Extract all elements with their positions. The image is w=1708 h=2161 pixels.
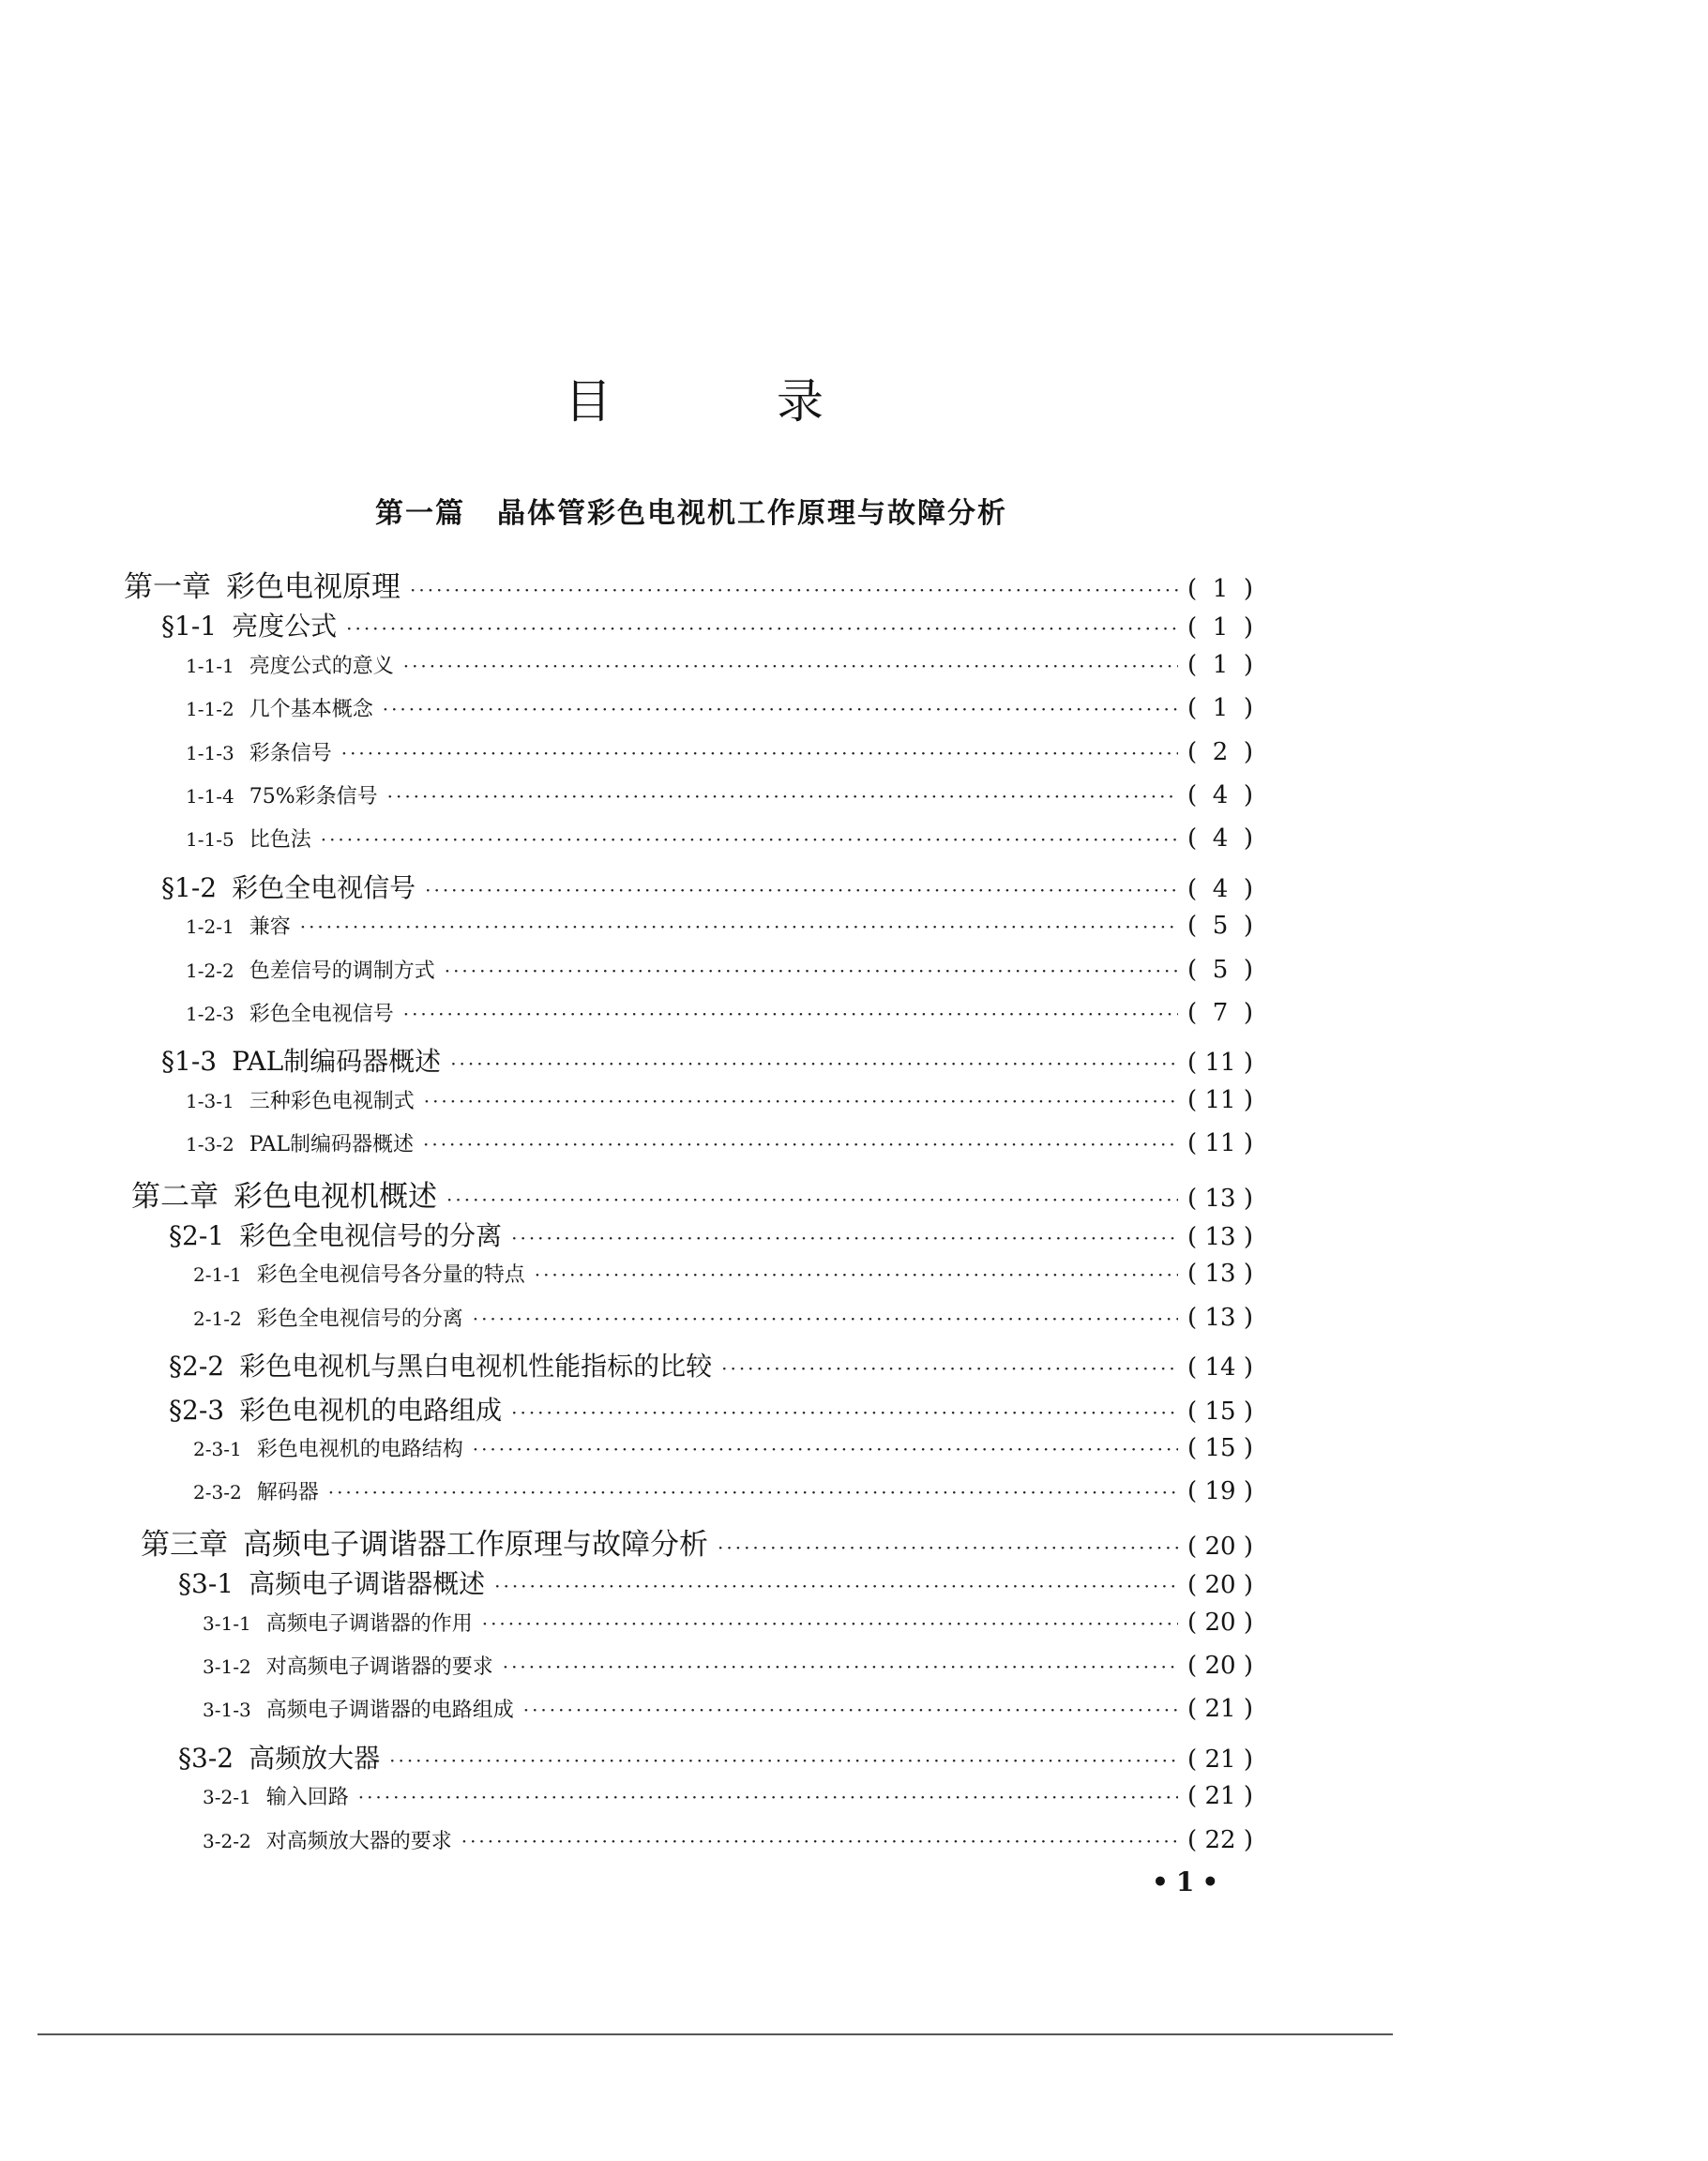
paren-close: ) (1243, 575, 1253, 603)
toc-entry-title: 高频放大器 (249, 1742, 381, 1774)
toc-entry-number: 3-2-2 (203, 1829, 251, 1852)
toc-entry (193, 1303, 1253, 1332)
toc-entry (178, 1738, 1253, 1776)
paren-close: ) (1243, 613, 1253, 642)
toc-entry-title: 75%彩条信号 (249, 785, 378, 808)
toc-entry-page (1187, 1086, 1253, 1114)
toc-entry (186, 780, 1253, 809)
paren-close: ) (1243, 1397, 1253, 1426)
page-value: 1 (1212, 650, 1229, 679)
toc-entry (169, 1346, 1253, 1383)
toc-entry-page (1187, 575, 1253, 603)
paren-close: ) (1243, 824, 1253, 854)
paren-close: ) (1243, 874, 1253, 903)
toc-entry (203, 1694, 1253, 1723)
paren-close: ) (1243, 1695, 1253, 1724)
toc-entry-title: 高频电子调谐器的电路组成 (265, 1699, 514, 1723)
paren-open: ( (1187, 650, 1198, 679)
paren-open: ( (1187, 781, 1198, 809)
paren-open: ( (1187, 1532, 1198, 1561)
toc-entry-page (1187, 1304, 1253, 1332)
toc-entry-title: 彩色电视机的电路结构 (256, 1438, 463, 1461)
leader-dots (494, 1575, 1178, 1597)
toc-entry-page (1187, 912, 1253, 940)
paren-open: ( (1187, 575, 1198, 603)
paren-close: ) (1243, 781, 1253, 809)
toc-entry-title: 高频电子调谐器概述 (249, 1568, 486, 1600)
page-value: 15 (1204, 1397, 1236, 1426)
page-value: 5 (1212, 912, 1229, 941)
paren-close: ) (1243, 1782, 1253, 1811)
toc-entry-page (1187, 875, 1253, 903)
paren-open: ( (1187, 613, 1198, 642)
page-value: 13 (1204, 1303, 1236, 1332)
paren-close: ) (1243, 737, 1253, 766)
toc-entry-title: 输入回路 (265, 1786, 349, 1810)
paren-close: ) (1243, 1652, 1253, 1680)
toc-entry-title: 比色法 (249, 828, 311, 853)
leader-dots (423, 1133, 1178, 1156)
toc-entry-number: 1-2-3 (186, 1003, 234, 1025)
toc-entry (169, 1390, 1253, 1428)
toc-entry-number: 1-2-2 (186, 959, 234, 982)
paren-open: ( (1187, 1184, 1198, 1213)
toc-entry (186, 998, 1253, 1027)
toc-entry-number: 第一章 (124, 570, 211, 604)
page-value: 2 (1212, 737, 1229, 766)
page-value: 21 (1204, 1745, 1236, 1774)
paren-open: ( (1187, 1223, 1198, 1251)
page-value: 13 (1204, 1260, 1236, 1289)
toc-entry-page (1187, 1260, 1253, 1288)
toc-entry-number: 3-2-1 (203, 1786, 251, 1809)
page-value: 21 (1204, 1782, 1236, 1811)
toc-entry (203, 1825, 1253, 1854)
paren-open: ( (1187, 1303, 1198, 1332)
toc-entry-page (1187, 1049, 1253, 1077)
paren-close: ) (1243, 1223, 1253, 1251)
leader-dots (446, 1188, 1178, 1211)
paren-close: ) (1243, 1085, 1253, 1114)
leader-dots (328, 1481, 1178, 1504)
page-value: 20 (1204, 1532, 1236, 1561)
page-value: 4 (1212, 874, 1229, 903)
leader-dots (461, 1830, 1178, 1852)
toc-entry-title: 彩色电视机与黑白电视机性能指标的比较 (239, 1351, 713, 1383)
toc-entry-page (1187, 1782, 1253, 1810)
toc-entry (161, 868, 1253, 905)
leader-dots (403, 1003, 1178, 1025)
toc-entry-page (1187, 1185, 1253, 1213)
page-title: 目 录 (565, 374, 899, 429)
toc-entry-page (1187, 1434, 1253, 1462)
leader-dots (721, 1357, 1178, 1380)
toc-entry-title: 对高频放大器的要求 (265, 1829, 452, 1853)
toc-entry-number: 第二章 (131, 1179, 219, 1214)
paren-open: ( (1187, 1782, 1198, 1811)
toc-entry-page (1187, 1477, 1253, 1505)
toc-entry-page (1187, 613, 1253, 642)
toc-entry (193, 1259, 1253, 1288)
toc-entry-number: 1-1-1 (186, 654, 234, 677)
toc-entry-number: §3-1 (178, 1568, 234, 1600)
paren-close: ) (1243, 1184, 1253, 1213)
part-label: 第一篇 (375, 497, 465, 530)
paren-open: ( (1187, 694, 1198, 723)
page-value: 14 (1204, 1353, 1236, 1383)
page-value: 5 (1212, 955, 1229, 984)
toc-entry (186, 737, 1253, 766)
toc-entry-page (1187, 738, 1253, 766)
toc-entry-page (1187, 1223, 1253, 1251)
leader-dots (321, 828, 1178, 851)
paren-open: ( (1187, 1745, 1198, 1774)
paren-open: ( (1187, 1434, 1198, 1462)
toc-entry-number: 3-1-3 (203, 1699, 251, 1722)
leader-dots (403, 655, 1178, 677)
toc-entry-page (1187, 781, 1253, 809)
toc-entry (141, 1520, 1253, 1563)
page-value: 4 (1212, 781, 1229, 809)
toc-entry-title: 彩色全电视信号各分量的特点 (256, 1263, 525, 1288)
toc-entry-page (1187, 1398, 1253, 1426)
page-value: 20 (1204, 1652, 1236, 1680)
paren-open: ( (1187, 1397, 1198, 1426)
paren-close: ) (1243, 1745, 1253, 1774)
toc-entry-number: §2-2 (169, 1351, 225, 1383)
toc-entry (124, 563, 1253, 605)
paren-close: ) (1243, 1532, 1253, 1561)
toc-entry-page (1187, 1826, 1253, 1854)
page-value: 20 (1204, 1608, 1236, 1637)
paren-close: ) (1243, 1571, 1253, 1600)
paren-close: ) (1243, 1049, 1253, 1078)
toc-entry-number: §2-3 (169, 1394, 225, 1426)
page-value: 11 (1204, 1085, 1236, 1114)
page-value: 1 (1212, 575, 1229, 603)
toc-entry-number: 3-1-1 (203, 1611, 251, 1635)
toc-entry-number: 1-1-5 (186, 828, 234, 852)
toc-entry (186, 650, 1253, 679)
toc-entry-page (1187, 956, 1253, 984)
leader-dots (424, 1090, 1178, 1112)
toc-entry-page (1187, 824, 1253, 853)
toc-entry-title: PAL制编码器概述 (232, 1046, 442, 1078)
page-value: 4 (1212, 824, 1229, 854)
toc-entry-title: 彩色全电视信号 (232, 871, 416, 903)
paren-open: ( (1187, 737, 1198, 766)
leader-dots (473, 1438, 1178, 1460)
leader-dots (346, 617, 1178, 640)
leader-dots (450, 1052, 1178, 1075)
paren-close: ) (1243, 999, 1253, 1027)
toc-entry-title: 解码器 (256, 1481, 319, 1505)
toc-entry-page (1187, 1745, 1253, 1774)
paren-open: ( (1187, 1049, 1198, 1078)
paren-open: ( (1187, 1129, 1198, 1158)
page-value: 20 (1204, 1571, 1236, 1600)
paren-close: ) (1243, 1129, 1253, 1158)
leader-dots (341, 742, 1178, 764)
leader-dots (445, 960, 1178, 982)
toc-entry (186, 1128, 1253, 1157)
leader-dots (383, 698, 1178, 720)
toc-entry-number: 1-1-3 (186, 741, 234, 764)
paren-close: ) (1243, 1608, 1253, 1637)
toc-entry-number: 2-3-2 (193, 1481, 242, 1504)
toc-entry-page (1187, 1571, 1253, 1599)
paren-open: ( (1187, 999, 1198, 1027)
leader-dots (425, 879, 1178, 901)
leader-dots (410, 579, 1178, 601)
toc-entry-page (1187, 694, 1253, 722)
leader-dots (535, 1263, 1178, 1286)
toc-entry-number: §2-1 (169, 1220, 225, 1251)
part-name: 晶体管彩色电视机工作原理与故障分析 (497, 497, 1007, 530)
toc-entry-page (1187, 1129, 1253, 1157)
toc-entry-page (1187, 1652, 1253, 1680)
toc-entry (186, 824, 1253, 853)
toc-entry-title: 彩色全电视信号的分离 (239, 1220, 503, 1251)
paren-open: ( (1187, 955, 1198, 984)
paren-close: ) (1243, 1477, 1253, 1506)
page-value: 1 (1212, 613, 1229, 642)
page-value: 7 (1212, 999, 1229, 1027)
toc-entry (203, 1608, 1253, 1637)
toc-entry-number: §3-2 (178, 1742, 234, 1774)
leader-dots (523, 1699, 1178, 1721)
page-number: •1• (1152, 1866, 1227, 1897)
toc-entry-number: §1-1 (161, 611, 218, 642)
paren-open: ( (1187, 874, 1198, 903)
page-value: 13 (1204, 1184, 1236, 1213)
paren-open: ( (1187, 1477, 1198, 1506)
paren-open: ( (1187, 1353, 1198, 1383)
toc-entry-title: 亮度公式的意义 (249, 654, 394, 678)
paren-open: ( (1187, 1695, 1198, 1724)
toc-entry (161, 1041, 1253, 1079)
toc-entry-number: 2-3-1 (193, 1438, 242, 1460)
toc-entry-page (1187, 1609, 1253, 1637)
toc-entry-title: 高频电子调谐器工作原理与故障分析 (243, 1527, 708, 1562)
toc-entry-number: 2-1-2 (193, 1307, 242, 1330)
toc-entry-title: 三种彩色电视制式 (249, 1089, 415, 1113)
leader-dots (482, 1612, 1178, 1635)
toc-entry-page (1187, 1533, 1253, 1561)
toc-entry (186, 693, 1253, 722)
toc-entry-title: 彩色全电视信号的分离 (256, 1307, 463, 1331)
page-value: 11 (1204, 1049, 1236, 1078)
toc-entry (193, 1433, 1253, 1462)
toc-entry (186, 911, 1253, 940)
toc-entry-title: 高频电子调谐器的作用 (265, 1611, 473, 1636)
toc-entry (203, 1781, 1253, 1810)
paren-open: ( (1187, 1825, 1198, 1854)
page-value: 11 (1204, 1129, 1236, 1158)
toc-entry-page (1187, 999, 1253, 1027)
toc-entry-title: 彩色电视机概述 (234, 1179, 437, 1214)
toc-entry-title: 彩色全电视信号 (249, 1003, 394, 1026)
leader-dots (511, 1227, 1178, 1249)
toc-entry (186, 955, 1253, 984)
toc-entry-number: 2-1-1 (193, 1263, 242, 1287)
page-value: 13 (1204, 1223, 1236, 1251)
paren-open: ( (1187, 1608, 1198, 1637)
leader-dots (358, 1786, 1178, 1808)
toc-entry-title: 亮度公式 (232, 611, 338, 642)
toc-entry-number: 1-1-4 (186, 785, 234, 808)
toc-entry-number: 1-3-1 (186, 1089, 234, 1112)
page-value: 21 (1204, 1695, 1236, 1724)
toc-entry-title: 几个基本概念 (249, 698, 373, 722)
leader-dots (511, 1401, 1178, 1424)
bottom-rule (38, 2033, 1393, 2035)
page-value: 1 (1212, 694, 1229, 723)
toc-entry (178, 1564, 1253, 1601)
toc-entry-page (1187, 1695, 1253, 1723)
page-value: 15 (1204, 1434, 1236, 1462)
toc-entry-number: §1-2 (161, 871, 218, 903)
paren-close: ) (1243, 1353, 1253, 1383)
toc-entry (131, 1172, 1253, 1215)
toc-entry-title: 对高频电子调谐器的要求 (265, 1655, 493, 1679)
paren-close: ) (1243, 1434, 1253, 1462)
toc-entry-title: PAL制编码器概述 (249, 1133, 414, 1157)
toc-entry-title: 彩色电视原理 (226, 570, 401, 604)
leader-dots (503, 1655, 1178, 1678)
page-number-value: 1 (1175, 1866, 1202, 1897)
paren-open: ( (1187, 1571, 1198, 1600)
paren-close: ) (1243, 1825, 1253, 1854)
paren-close: ) (1243, 912, 1253, 941)
paren-close: ) (1243, 1260, 1253, 1289)
toc-entry-number: 3-1-2 (203, 1655, 251, 1678)
paren-open: ( (1187, 1652, 1198, 1680)
paren-close: ) (1243, 650, 1253, 679)
paren-open: ( (1187, 824, 1198, 854)
toc-entry-title: 色差信号的调制方式 (249, 959, 435, 983)
toc-entry (203, 1651, 1253, 1680)
toc-entry-number: 1-2-1 (186, 915, 234, 939)
toc-entry-page (1187, 1353, 1253, 1382)
toc-entry-title: 彩条信号 (249, 741, 332, 765)
paren-close: ) (1243, 1303, 1253, 1332)
toc-entry-number: §1-3 (161, 1046, 218, 1078)
paren-open: ( (1187, 1085, 1198, 1114)
page-value: 22 (1204, 1825, 1236, 1854)
paren-close: ) (1243, 694, 1253, 723)
leader-dots (389, 1749, 1178, 1772)
paren-open: ( (1187, 912, 1198, 941)
toc-entry (169, 1216, 1253, 1253)
toc-entry (193, 1476, 1253, 1505)
leader-dots (718, 1536, 1178, 1559)
leader-dots (473, 1307, 1178, 1330)
toc-entry-page (1187, 651, 1253, 679)
paren-open: ( (1187, 1260, 1198, 1289)
toc-entry-title: 兼容 (249, 915, 291, 940)
leader-dots (300, 915, 1178, 938)
toc-entry-number: 1-1-2 (186, 698, 234, 721)
toc-entry-number: 第三章 (141, 1527, 228, 1562)
toc-entry (161, 606, 1253, 643)
toc-entry-number: 1-3-2 (186, 1133, 234, 1156)
leader-dots (387, 785, 1178, 808)
toc-entry-title: 彩色电视机的电路组成 (239, 1394, 503, 1426)
page-value: 19 (1204, 1477, 1236, 1506)
toc-entry (186, 1085, 1253, 1114)
paren-close: ) (1243, 955, 1253, 984)
